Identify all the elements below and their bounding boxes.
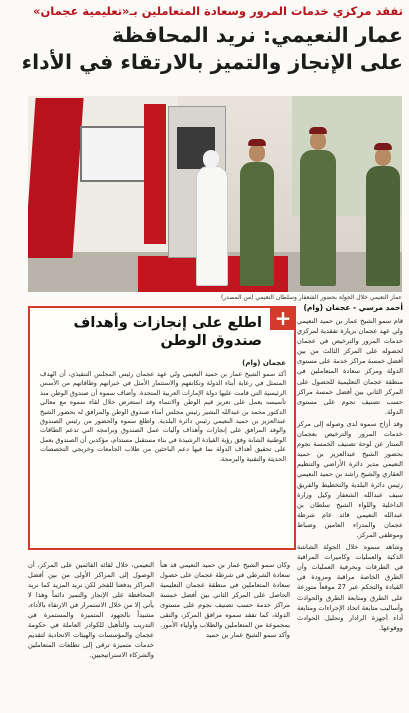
headline-line-2: على الإنجاز والتميز بالارتقاء في الأداء: [21, 50, 403, 74]
photo-plaque: [80, 126, 146, 182]
body-paragraph: وشاهد سموه خلال الجولة الشاشة الذكية والعمليات وكاميرات المراقبة في الطرقات وبحرفية العمليات وأن الطرق الخاصة مراقبة ومزودة في القيادة والتحكم عبر 27 موقعاً متوزعة على الطرق ومتابعة الطرق والحوادث وأساليب متابعة اتخاذ الإجراءات ومتابعة أداء أجهزة الرادار وتحليل الحوادث ووقوعها.: [297, 543, 403, 632]
body-paragraph: قام سمو الشيخ عمار بن حميد النعيمي ولي عهد عجمان بزيارة تفقدية لمركزي خدمات المرور والترخيص في عجمان لحصوله على المركز الثالث من بين أفضل خمسة مراكز خدمة على مستوى الدولة ومركز سعادة المتعاملين في منطقة عجمان التعليمية للحصول على المركز الثاني بين أفضل خمسة مراكز حسب تصنيف نجوم على مستوى الدولة.: [297, 317, 403, 416]
headline-line-1: عمار النعيمي: نريد المحافظة: [111, 23, 403, 47]
photo-person-head: [203, 150, 219, 168]
bottom-paragraph: النعيمي، خلال لقائه القائمين على المركز، أن الوصول إلى المراكز الأولى من بين أفضل المراكز يدفعنا للفخر لكن نريد المزيد كما نريد المحافظة على الإنجاز والتميز دائماً وهذا لا يأتي إلا من خلال الاستمرار في الارتقاء بالأداء، مشيداً بالجهود المتميزة والمستمرة في التدريب والتأهيل للكوادر العاملة في حكومة عجمان والمؤسسات والهيئات الاتحادية لتقديم خدمات متميزة ترقى إلى تطلعات المتعاملين والشركاء الاستراتيجيين.: [28, 561, 154, 659]
sidebox-title: [36, 314, 262, 350]
bottom-paragraph: وكان سمو الشيخ عمار بن حميد النعيمي قد هنأ سعادة الشرطي في شرطة عجمان على حصول سعادة المتعاملين في منطقة عجمان التعليمية الحاصل على المركز الثاني بين أفضل خمسة مراكز خدمة حسب تصنيف نجوم على مستوى الدولة، كما تفقد سموه مرافق المركز، والتقى بمجموعة من المتعاملين والطلاب وأولياء الأمور. وأكد سمو الشيخ عمار بن حميد: [160, 561, 290, 639]
article-byline: أحمد مرسي - عجمان (وام): [303, 303, 403, 312]
article-photo: [28, 96, 402, 292]
photo-officer-beret: [248, 139, 266, 146]
article-kicker: تفقد مركزي خدمات المرور وسعادة المتعاملين بـ«تعليمية عجمان»: [33, 4, 403, 18]
body-paragraph: وقد أزاح سموه لدى وصوله إلى مركز خدمات المرور والترخيص بعجمان الستار عن لوحة تصنيف الخمسة نجوم بحضور الشيخ عبدالعزيز بن حميد النعيمي مدير دائرة الأراضي والتنظيم العقاري والشيخ راشد بن حميد النعيمي رئيس دائرة البلدية والتخطيط والفريق سيف عبدالله الشعفار وكيل وزارة الداخلية واللواء الشيخ سلطان بن عبدالله النعيمي قائد عام شرطة عجمان والمدراء العامين وضباط وموظفي المركز.: [297, 419, 403, 539]
photo-officer: [300, 150, 336, 286]
photo-officer-head: [310, 132, 326, 150]
article-headline: [6, 22, 403, 76]
photo-officer-beret: [309, 127, 327, 134]
sidebox-source: عجمان (وام): [242, 359, 286, 367]
photo-officer-head: [249, 144, 265, 162]
sidebox-text: أكد سمو الشيخ عمار بن حميد النعيمي ولي عهد عجمان رئيس المجلس التنفيذي، أن الهدف المتمثل في رعاية أبناء الدولة وتكاتفهم والاستثمار الأمثل في خبراتهم وطاقاتهم من الأسس الرئيسية التي قامت عليها دولة الإمارات العربية المتحدة. وأضاف سموه أن صندوق الوطن منذ تأسيسه يعمل على تعزيز قيم الوطن والانتماء وقد استعرض خلال لقاء سموه مع معالي الدكتور محمد بن عبدالله البشير رئيس مجلس أمناء صندوق الوطن والمرافق له بحضور الشيخ عبدالعزيز بن حميد النعيمي رئيس دائرة البلدية. واطلع سموه والحضور من رئيس الصندوق والوفد المرافق على إنجازات وأهداف وآليات عمل الصندوق وبرامجه التي تدعم الطاقات الوطنية الشابة وفق رؤية القيادة الرشيدة في بناء مستقبل مستدام، مؤكدين أن الصندوق يعمل على تحقيق أهداف الدولة بما فيها دعم الباحثين من طلاب الجامعات وخريجي التخصصات الحديثة والتقنية والبرمجة.: [39, 370, 286, 463]
photo-officer-head: [375, 148, 391, 166]
article-body-column: [297, 316, 403, 635]
sidebox-title-line-1: اطلع على إنجازات وأهداف: [73, 315, 262, 331]
sidebox-title-line-2: صندوق الوطن: [160, 333, 262, 349]
photo-officer: [240, 162, 274, 286]
photo-caption: عمار النعيمي خلال الجولة بحضور الشعفار وسلطان النعيمي (من المصدر): [220, 294, 402, 301]
plus-badge-icon: +: [270, 306, 296, 330]
photo-red-curtain-small: [144, 104, 166, 244]
sidebar-news-box: [28, 306, 296, 550]
article-bottom-column-1: [160, 560, 290, 640]
photo-officer: [366, 166, 400, 286]
photo-officer-beret: [374, 143, 392, 150]
photo-person-white-kandura: [196, 166, 228, 286]
article-bottom-column-2: [28, 560, 154, 660]
